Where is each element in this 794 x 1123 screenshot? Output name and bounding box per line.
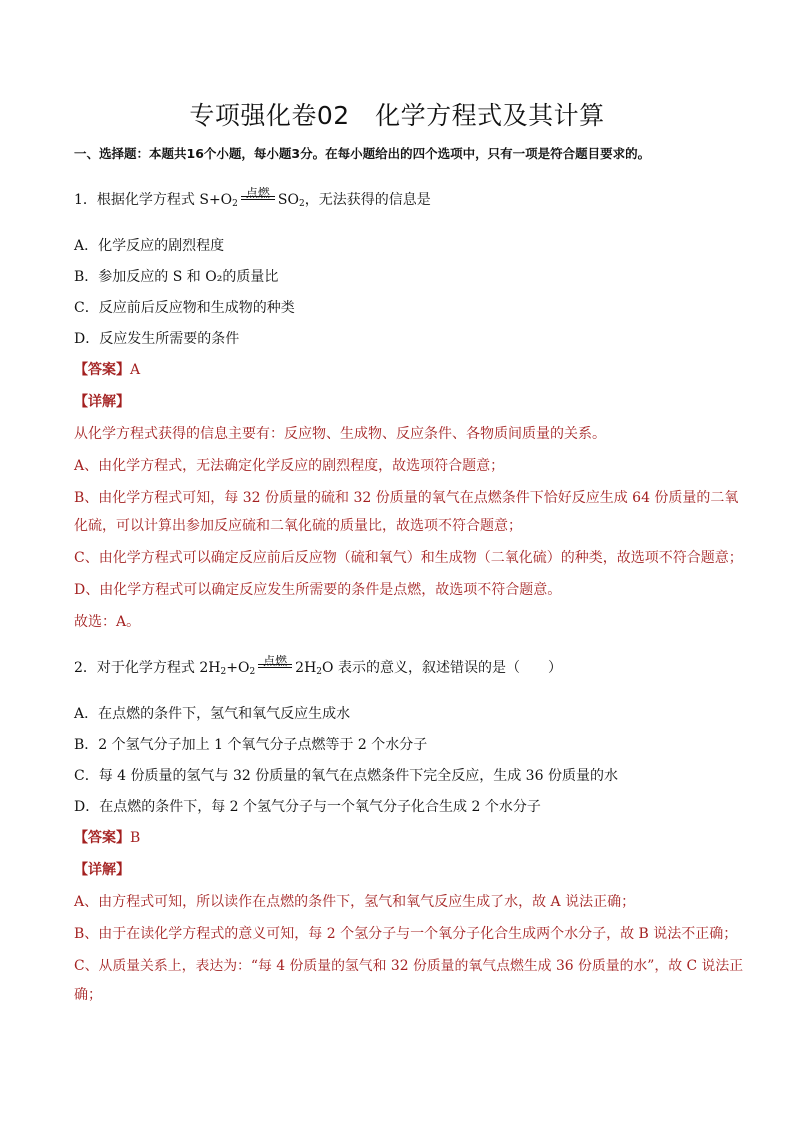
q2-detail-line: A、由方程式可知，所以读作在点燃的条件下，氢气和氧气反应生成了水，故 A 说法正确；	[74, 894, 636, 910]
q1-product: SO	[277, 192, 299, 208]
equals-sign-icon	[258, 664, 292, 668]
q1-option-d: D．反应发生所需要的条件	[74, 331, 240, 347]
q2-prefix: 2．对于化学方程式 2H	[74, 660, 221, 676]
q1-reaction-condition	[239, 186, 277, 204]
q2-mid: +O	[226, 660, 250, 676]
q2-option-d: D．在点燃的条件下，每 2 个氢气分子与一个氧气分子化合生成 2 个水分子	[74, 799, 541, 815]
q2-condition-text: 点燃	[263, 654, 288, 668]
equals-sign-icon	[241, 196, 275, 200]
q2-detail-line: C、从质量关系上，表达为：“每 4 份质量的氢气和 32 份质量的氧气点燃生成 36 份质量的水”，故 C 说法正	[74, 958, 744, 974]
q2-detail-label: 【详解】	[74, 862, 130, 878]
q1-suffix: ，无法获得的信息是	[304, 192, 431, 208]
q1-answer-label: 【答案】	[74, 362, 130, 378]
q1-detail-line: C、由化学方程式可以确定反应前后反应物（硫和氧气）和生成物（二氧化硫）的种类，故选项不符合题意；	[74, 550, 743, 566]
q1-sub2: 2	[298, 199, 305, 209]
section-header: 一、选择题：本题共16个小题，每小题3分。在每小题给出的四个选项中，只有一项是符合题目要求的。	[74, 146, 651, 161]
q1-detail-line: 化硫，可以计算出参加反应硫和二氧化硫的质量比，故选项不符合题意；	[74, 518, 522, 534]
q1-answer-value: A	[130, 362, 141, 378]
q2-sub2: 2	[249, 667, 256, 677]
q1-detail-line: D、由化学方程式可以确定反应发生所需要的条件是点燃，故选项不符合题意。	[74, 582, 562, 598]
q2-suffix: O 表示的意义，叙述错误的是（ ）	[322, 660, 562, 676]
q1-conclusion: 故选：A。	[74, 614, 141, 630]
q1-condition-text: 点燃	[245, 186, 270, 200]
q1-answer	[74, 360, 140, 380]
q2-product: 2H	[295, 660, 317, 676]
page-title: 专项强化卷02 化学方程式及其计算	[189, 101, 605, 130]
question-1-stem	[74, 186, 431, 214]
q1-detail-line: A、由化学方程式，无法确定化学反应的剧烈程度，故选项符合题意；	[74, 458, 505, 474]
q1-detail-line: B、由化学方程式可知，每 32 份质量的硫和 32 份质量的氧气在点燃条件下恰好反应生成 64 份质量的二氧	[74, 490, 739, 506]
q2-reaction-condition	[256, 654, 294, 672]
q2-sub1: 2	[220, 667, 227, 677]
q2-answer-value: B	[130, 830, 141, 846]
q1-option-a: A．化学反应的剧烈程度	[74, 238, 225, 254]
q1-sub1: 2	[232, 199, 238, 209]
q2-detail-line: B、由于在读化学方程式的意义可知，每 2 个氢分子与一个氧分子化合生成两个水分子，故 B 说法不正确；	[74, 926, 738, 942]
q2-sub3: 2	[316, 667, 323, 677]
q2-answer-label: 【答案】	[74, 830, 130, 846]
q1-detail-label: 【详解】	[74, 394, 130, 410]
q2-option-b: B．2 个氢气分子加上 1 个氧气分子点燃等于 2 个水分子	[74, 737, 428, 753]
q2-answer	[74, 828, 140, 848]
q1-prefix: 1．根据化学方程式 S+O	[74, 192, 233, 208]
q1-option-c: C．反应前后反应物和生成物的种类	[74, 300, 295, 316]
q1-option-b: B．参加反应的 S 和 O₂的质量比	[74, 269, 279, 285]
q1-detail-line: 从化学方程式获得的信息主要有：反应物、生成物、反应条件、各物质间质量的关系。	[74, 426, 606, 442]
q2-detail-line: 确；	[74, 987, 102, 1003]
question-2-stem	[74, 654, 562, 682]
q2-option-c: C．每 4 份质量的氢气与 32 份质量的氧气在点燃条件下完全反应，生成 36 份质量的水	[74, 768, 618, 784]
q2-option-a: A．在点燃的条件下，氢气和氧气反应生成水	[74, 706, 351, 722]
